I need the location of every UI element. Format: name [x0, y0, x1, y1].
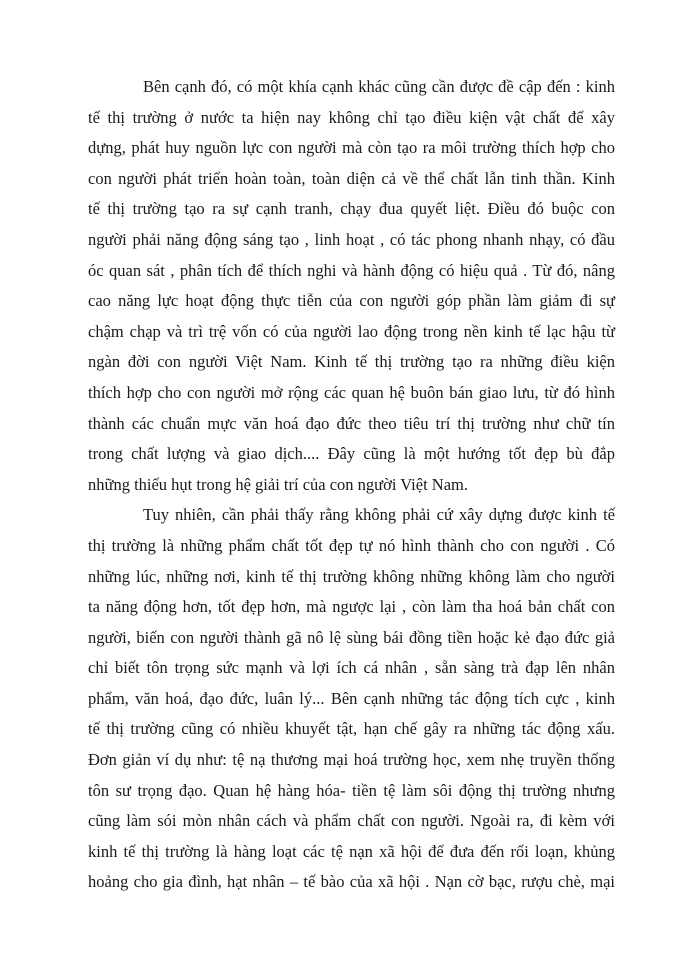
- text-line: con người phát triển hoàn toàn, toàn diện cả về thể chất lẫn tinh thần. Kinh: [88, 168, 615, 188]
- text-line: người, biến con người thành gã nô lệ sùng bái đồng tiền hoặc kẻ đạo đức giả: [88, 627, 615, 647]
- text-line: phẩm, văn hoá, đạo đức, luân lý... Bên cạnh những tác động tích cực , kinh: [88, 688, 615, 708]
- text-line: Đơn giản ví dụ như: tệ nạ thương mại hoá trường học, xem nhẹ truyền thống: [88, 750, 615, 770]
- text-line: cao năng lực hoạt động thực tiễn của con người góp phần làm giảm đi sự: [88, 291, 615, 311]
- body-text: [88, 72, 615, 898]
- text-line: những thiếu hụt trong hệ giải trí của con người Việt Nam.: [88, 474, 468, 494]
- text-line: người phải năng động sáng tạo , linh hoạt , có tác phong nhanh nhạy, có đầu: [88, 229, 615, 249]
- text-line: chậm chạp và trì trệ vốn có của người lao động trong nền kinh tế lạc hậu từ: [88, 321, 615, 341]
- text-line: ngàn đời con người Việt Nam. Kinh tế thị trường tạo ra những điều kiện: [88, 352, 615, 372]
- text-line: tế thị trường ở nước ta hiện nay không chỉ tạo điều kiện vật chất để xây: [88, 107, 615, 127]
- text-line: cũng làm sói mòn nhân cách và phẩm chất con người. Ngoài ra, đi kèm với: [88, 811, 615, 831]
- paragraph-2: [88, 500, 615, 898]
- text-line: thị trường là những phẩm chất tốt đẹp tự nó hình thành cho con người . Có: [88, 535, 615, 555]
- text-line: Tuy nhiên, cần phải thấy rằng không phải cứ xây dựng được kinh tế: [143, 505, 615, 525]
- text-line: trong chất lượng và giao dịch.... Đây cũng là một hướng tốt đẹp bù đắp: [88, 444, 615, 464]
- text-line: tế thị trường tạo ra sự cạnh tranh, chạy đua quyết liệt. Điều đó buộc con: [88, 199, 615, 219]
- text-line: những lúc, những nơi, kinh tế thị trường không những không làm cho người: [88, 566, 615, 586]
- text-line: chỉ biết tôn trọng sức mạnh và lợi ích cá nhân , sẵn sàng trà đạp lên nhân: [88, 658, 615, 678]
- text-line: tế thị trường cũng có nhiều khuyết tật, hạn chế gây ra những tác động xấu.: [88, 719, 615, 739]
- text-line: tôn sư trọng đạo. Quan hệ hàng hóa- tiền tệ làm sôi động thị trường nhưng: [88, 780, 615, 800]
- text-line: Bên cạnh đó, có một khía cạnh khác cũng cần được đề cập đến : kinh: [143, 77, 615, 96]
- text-line: dựng, phát huy nguồn lực con người mà còn tạo ra môi trường thích hợp cho: [88, 138, 615, 158]
- paragraph-1: [88, 72, 615, 500]
- text-line: kinh tế thị trường là hàng loạt các tệ nạn xã hội để đưa đến rối loạn, khủng: [88, 841, 615, 861]
- text-line: thành các chuẩn mực văn hoá đạo đức theo tiêu trí thị trường như chữ tín: [88, 413, 615, 433]
- text-line: óc quan sát , phân tích để thích nghi và hành động có hiệu quả . Từ đó, nâng: [88, 260, 615, 280]
- text-line: ta năng động hơn, tốt đẹp hơn, mà ngược lại , còn làm tha hoá bản chất con: [88, 597, 615, 617]
- text-line: thích hợp cho con người mở rộng các quan hệ buôn bán giao lưu, từ đó hình: [88, 382, 615, 402]
- text-line: hoảng cho gia đình, hạt nhân – tế bào của xã hội . Nạn cờ bạc, rượu chè, mại: [88, 872, 615, 892]
